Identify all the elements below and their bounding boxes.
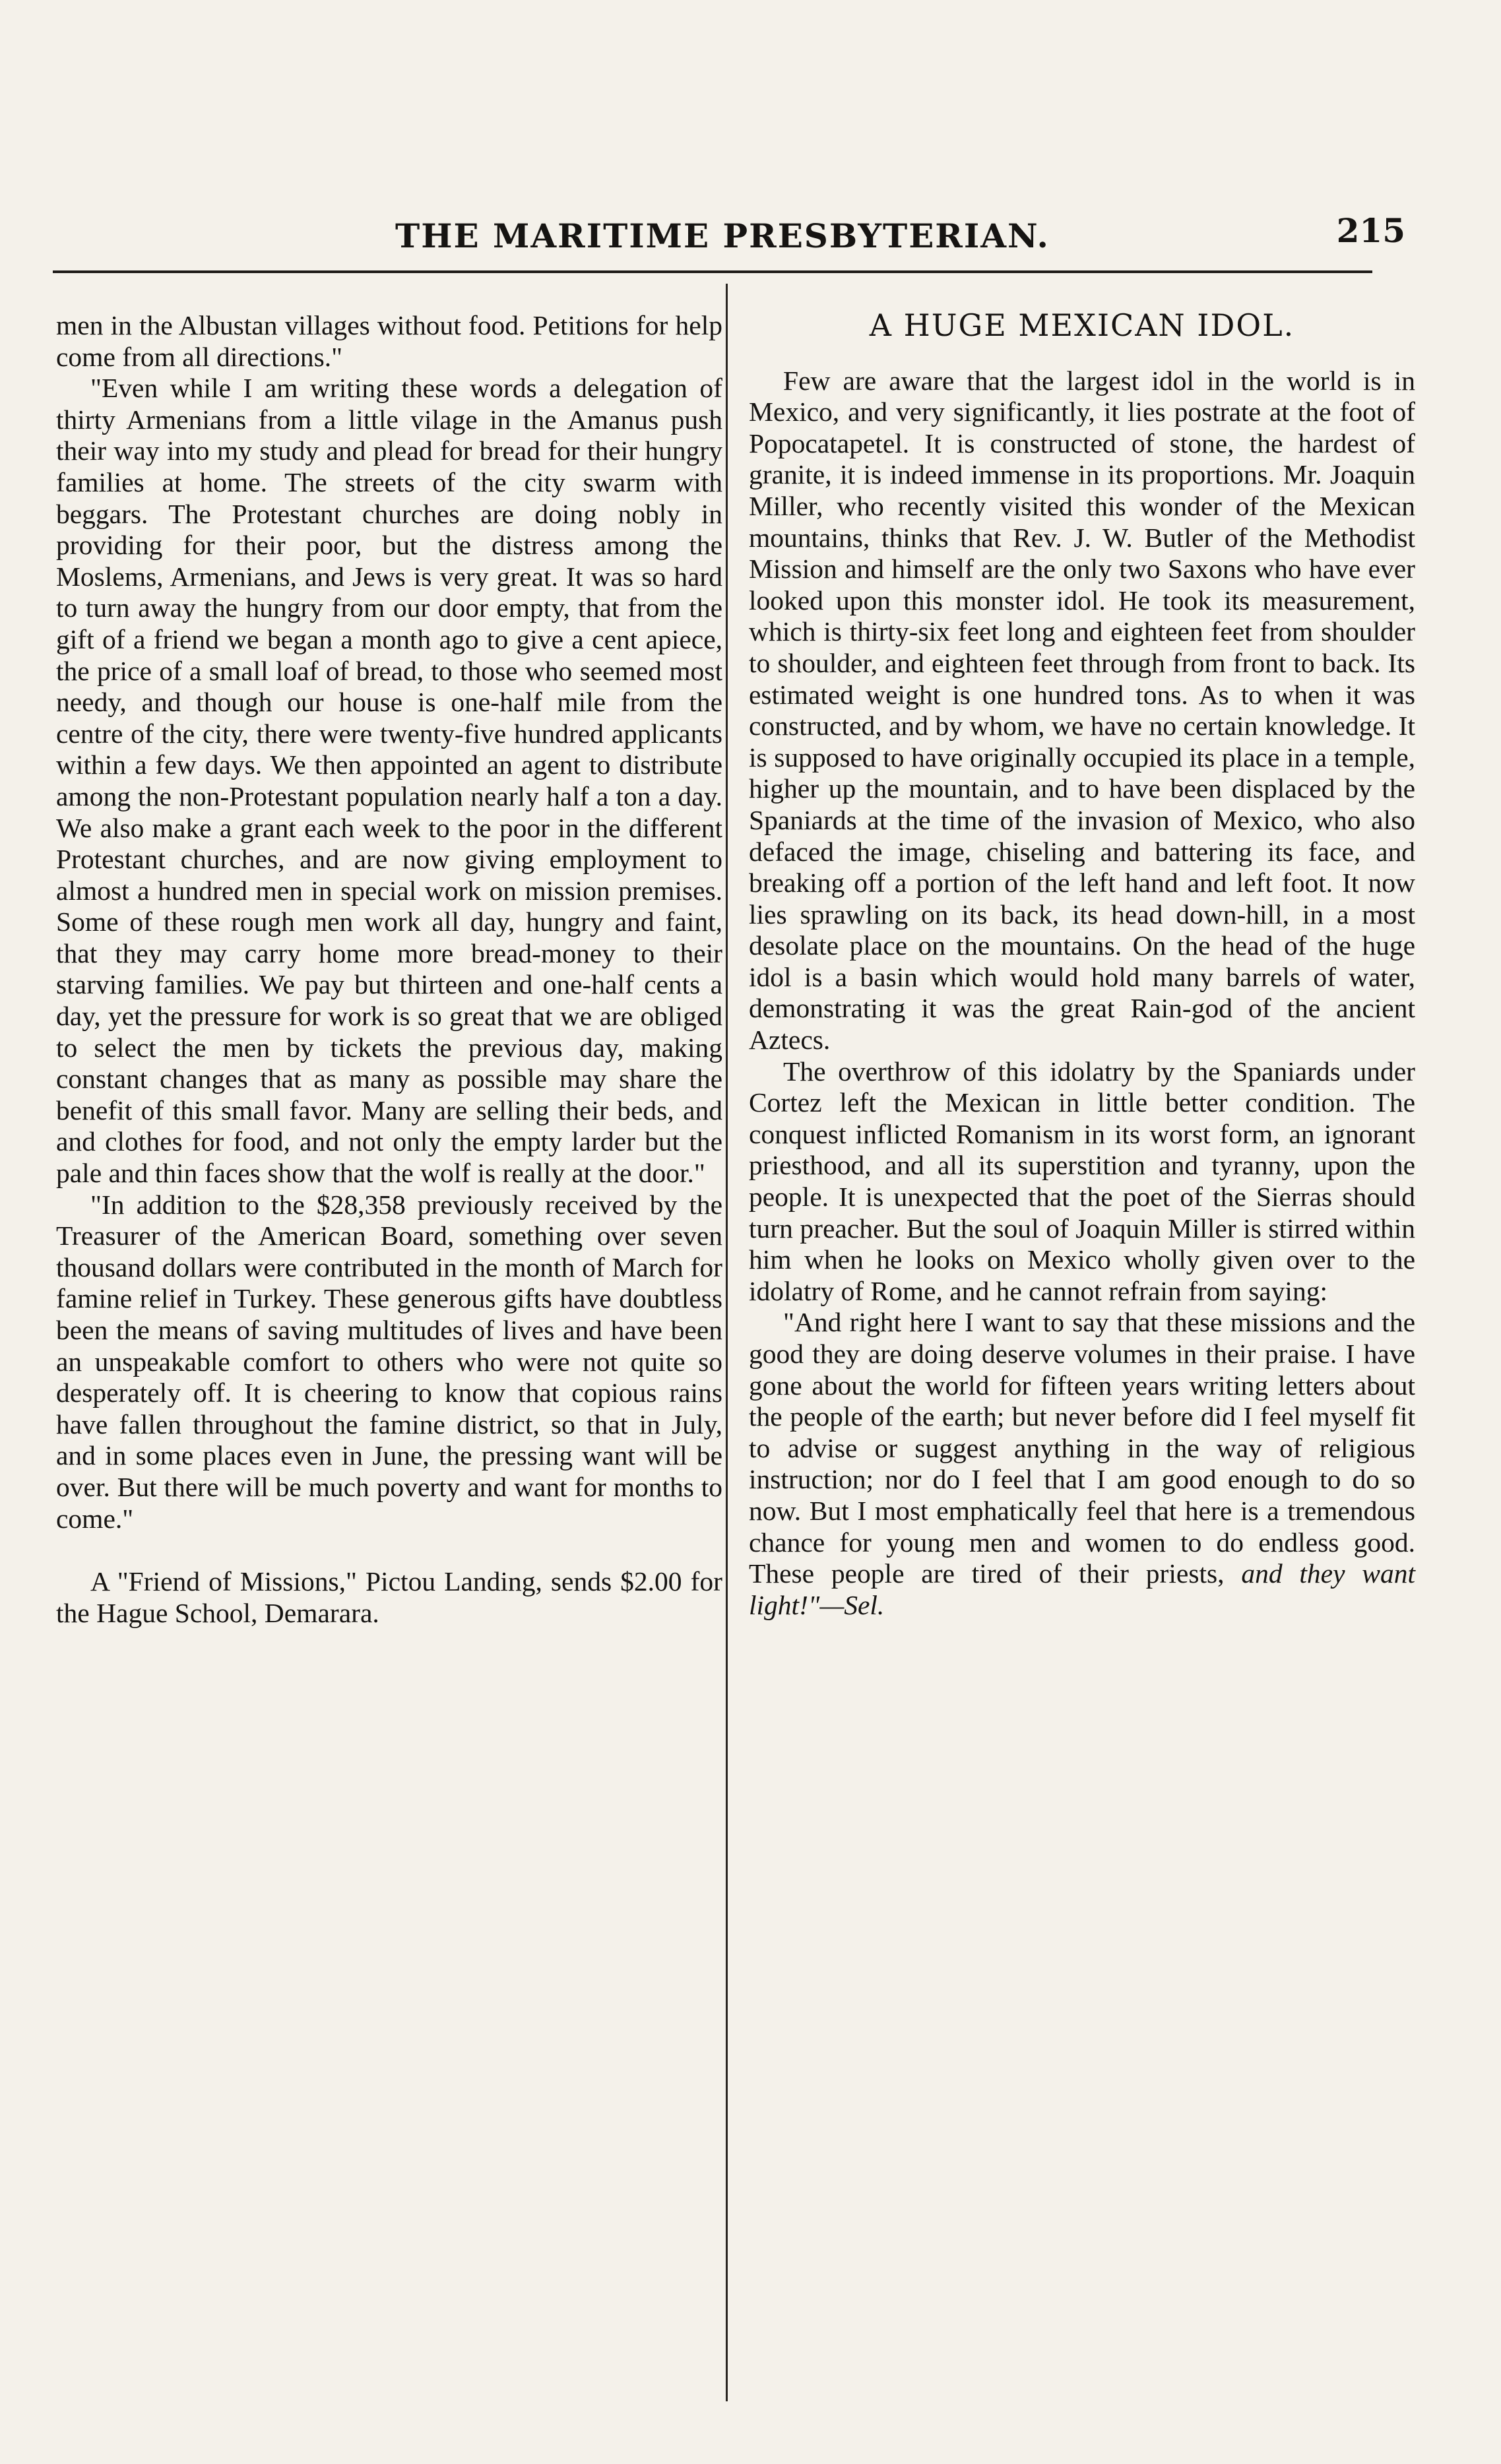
page-header [40, 198, 1405, 270]
left-paragraph-3: "In addition to the $28,358 previously received by the Treasurer of the American Board, something over seven thousand dollars were contributed in the month of March for famine relief in Turkey. These generous gifts have doubtless been the means of saving multitudes of lives and have been an unspeakable comfort to others who were not quite so desperately off. It is cheering to know that copious rains have fallen throughout the famine district, so that in July, and in some places even in June, the pressing want will be over. But there will be much poverty and want for months to come." [56, 1189, 722, 1534]
header-rule [53, 270, 1372, 273]
right-paragraph-1: Few are aware that the largest idol in the world is in Mexico, and very significantly, it lies postrate at the foot of Popocatapetel. It is constructed of stone, the hardest of granite, it is indeed immense in its proportions. Mr. Joaquin Miller, who recently visited this wonder of the Mexican mountains, thinks that Rev. J. W. Butler of the Methodist Mission and himself are the only two Saxons who have ever looked upon this monster idol. He took its measurement, which is thirty-six feet long and eighteen feet from shoulder to shoulder, and eighteen feet through from front to back. Its estimated weight is one hundred tons. As to when it was constructed, and by whom, we have no certain knowledge. It is supposed to have originally occupied its place in a temple, higher up the mountain, and to have been displaced by the Spaniards at the time of the invasion of Mexico, who also defaced the image, chiseling and battering its face, and breaking off a portion of the left hand and left foot. It now lies sprawling on its back, its head down-hill, in a most desolate place on the mountains. On the head of the huge idol is a basin which would hold many barrels of water, demonstrating it was the great Rain-god of the ancient Aztecs. [749, 365, 1415, 1056]
right-column [749, 307, 1415, 1621]
page-title: THE MARITIME PRESBYTERIAN. [395, 216, 1050, 255]
right-paragraph-3-text: "And right here I want to say that these missions and the good they are doing deserve volumes in their praise. I have gone about the world for fifteen years writing letters about the people of the earth; but never before did I feel myself fit to advise or suggest anything in the way of religious instruction; nor do I feel that I am good enough to do so now. But I most emphatically feel that here is a tremendous chance for young men and women to do endless good. These people are tired of their priests, [749, 1307, 1415, 1589]
left-paragraph-1: men in the Albustan villages without food. Petitions for help come from all directions." [56, 310, 722, 372]
left-paragraph-4: A "Friend of Missions," Pictou Landing, sends $2.00 for the Hague School, Demarara. [56, 1566, 722, 1628]
page-number: 215 [1336, 211, 1405, 250]
left-column [56, 310, 722, 1629]
right-paragraph-2: The overthrow of this idolatry by the Spaniards under Cortez left the Mexican in little better condition. The conquest inflicted Romanism in its worst form, an ignorant priesthood, and all its superstition and tyranny, upon the people. It is unexpected that the poet of the Sierras should turn preacher. But the soul of Joaquin Miller is stirred within him when he looks on Mexico wholly given over to the idolatry of Rome, and he cannot refrain from saying: [749, 1056, 1415, 1306]
closing-italic: and they want light!"—Sel. [749, 1558, 1415, 1620]
right-paragraph-3 [749, 1307, 1415, 1621]
article-title: A HUGE MEXICAN IDOL. [869, 307, 1295, 343]
paragraph-gap [56, 1534, 722, 1566]
left-paragraph-2: "Even while I am writing these words a delegation of thirty Armenians from a little vilage in the Amanus push their way into my study and plead for bread for their hungry families at home. The streets of the city swarm with beggars. The Protestant churches are doing nobly in providing for their poor, but the distress among the Moslems, Armenians, and Jews is very great. It was so hard to turn away the hungry from our door empty, that from the gift of a friend we began a month ago to give a cent apiece, the price of a small loaf of bread, to those who seemed most needy, and though our house is one-half mile from the centre of the city, there were twenty-five hundred applicants within a few days. We then appointed an agent to distribute among the non-Protestant population nearly half a ton a day. We also make a grant each week to the poor in the different Protestant churches, and are now giving employment to almost a hundred men in special work on mission premises. Some of these rough men work all day, hungry and faint, that they may carry home more bread-money to their starving families. We pay but thirteen and one-half cents a day, yet the pressure for work is so great that we are obliged to select the men by tickets the previous day, making constant changes that as many as possible may share the benefit of this small favor. Many are selling their beds, and and clothes for food, and not only the empty larder but the pale and thin faces show that the wolf is really at the door." [56, 373, 722, 1189]
column-divider [726, 284, 728, 2401]
